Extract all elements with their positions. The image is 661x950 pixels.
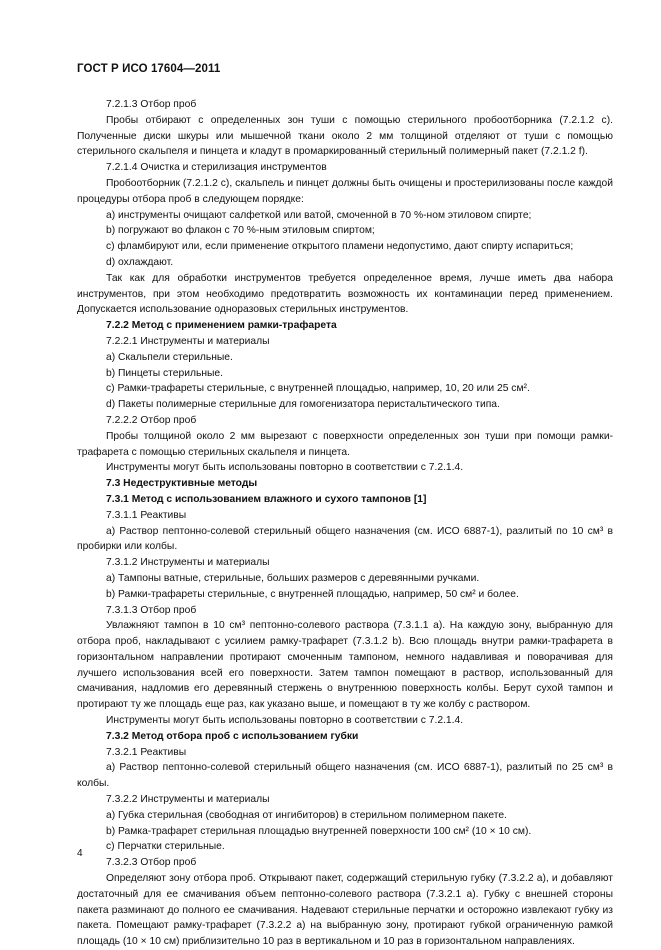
subsection-heading: 7.3.2.3 Отбор проб (106, 857, 197, 869)
body-paragraph: Увлажняют тампон в 10 см³ пептонно-солевого раствора (7.3.1.1 а). На каждую зону, выбранную для отбора проб, накладывают с усилием рамку-трафарет (7.3.1.2 b). Всю площадь внутри рамки-трафарета в горизонтальном направлении протирают смоченным тампоном, немного надавливая и поворачивая для лучшего использования всей его поверхности. Затем тампон помещают в раствор, использованный для смачивания, надломив его деревянный стержень о внутреннюю поверхность колбы. Берут сухой тампон и протирают ту же площадь еще раз, как указано выше, и помещают в ту же колбу с раствором. (77, 620, 613, 711)
page-number: 4 (77, 848, 83, 859)
list-item: d) Пакеты полимерные стерильные для гомогенизатора перистальтического типа. (106, 399, 500, 411)
document-header: ГОСТ Р ИСО 17604—2011 (77, 63, 221, 75)
subsection-heading: 7.2.1.3 Отбор проб (106, 99, 197, 110)
body-paragraph: Определяют зону отбора проб. Открывают пакет, содержащий стерильную губку (7.3.2.2 а), и добавляют достаточный для ее смачивания объем пептонно-солевого раствора (7.3.2.1 а). Губку с внешней стороны пакета разминают до полного ее смачивания. Надевают стерильные перчатки и осторожно извлекают губку из пакета. Помещают рамку-трафарет (7.3.2.2 а) на выбранную зону, протирают губкой ограниченную рамкой площадь (10 × 10 см) приблизительно 10 раз в вертикальном и 10 раз в горизонтальном направлениях. (77, 873, 613, 948)
list-item: b) Рамки-трафареты стерильные, с внутренней площадью, например, 50 см² и более. (106, 588, 519, 600)
subsection-heading: 7.3.1.3 Отбор проб (106, 604, 197, 616)
body-paragraph: Инструменты могут быть использованы повторно в соответствии с 7.2.1.4. (106, 715, 464, 727)
body-paragraph: Инструменты могут быть использованы повторно в соответствии с 7.2.1.4. (106, 462, 464, 474)
subsection-heading: 7.2.2.2 Отбор проб (106, 414, 197, 426)
subsection-heading: 7.3.1.1 Реактивы (106, 509, 187, 521)
section-heading: 7.3.2 Метод отбора проб с использованием губки (106, 730, 359, 742)
section-heading: 7.3.1 Метод с использованием влажного и сухого тампонов [1] (106, 493, 427, 505)
list-item: с) Рамки-трафареты стерильные, с внутренней площадью, например, 10, 20 или 25 см². (106, 383, 530, 395)
list-item: а) Тампоны ватные, стерильные, больших размеров с деревянными ручками. (106, 572, 480, 584)
body-paragraph: Так как для обработки инструментов требуется определенное время, лучше иметь два набора инструментов, при этом необходимо предотвратить возможность их контаминации перед применением. Допускается использование одноразовых стерильных инструментов. (77, 272, 613, 316)
subsection-heading: 7.3.1.2 Инструменты и материалы (106, 557, 270, 569)
section-heading: 7.2.2 Метод с применением рамки-трафарета (106, 320, 337, 332)
subsection-heading: 7.2.1.4 Очистка и стерилизация инструментов (106, 162, 327, 174)
list-item: с) фламбируют или, если применение открытого пламени недопустимо, дают спирту испариться; (106, 241, 574, 253)
body-paragraph: Пробоотборник (7.2.1.2 с), скальпель и пинцет должны быть очищены и простерилизованы после каждой процедуры отбора проб в следующем порядке: (77, 177, 613, 205)
list-item: b) погружают во флакон с 70 %-ным этиловым спиртом; (106, 225, 375, 237)
list-item: а) Губка стерильная (свободная от ингибиторов) в стерильном полимерном пакете. (106, 809, 507, 821)
list-item: а) инструменты очищают салфеткой или ватой, смоченной в 70 %-ном этиловом спирте; (106, 209, 532, 221)
body-paragraph: Пробы толщиной около 2 мм вырезают с поверхности определенных зон туши при помощи рамки-трафарета с помощью стерильных скальпеля и пинцета. (77, 430, 613, 458)
document-body (77, 97, 613, 950)
body-paragraph: Пробы отбирают с определенных зон туши с помощью стерильного пробоотборника (7.2.1.2 с). Полученные диски шкуры или мышечной ткани около 2 мм толщиной отделяют от туши с помощью стерильного скальпеля и пинцета и кладут в промаркированный стерильный полимерный пакет (7.2.1.2 f). (77, 114, 613, 158)
list-item: с) Перчатки стерильные. (106, 841, 225, 853)
list-item: а) Раствор пептонно-солевой стерильный общего назначения (см. ИСО 6887-1), разлитый по 25 см³ в колбы. (77, 762, 613, 790)
list-item: а) Раствор пептонно-солевой стерильный общего назначения (см. ИСО 6887-1), разлитый по 10 см³ в пробирки или колбы. (77, 525, 613, 553)
list-item: d) охлаждают. (106, 256, 174, 268)
subsection-heading: 7.3.2.2 Инструменты и материалы (106, 794, 270, 806)
section-heading: 7.3 Недеструктивные методы (106, 478, 258, 490)
list-item: а) Скальпели стерильные. (106, 351, 233, 363)
list-item: b) Пинцеты стерильные. (106, 367, 224, 379)
subsection-heading: 7.2.2.1 Инструменты и материалы (106, 335, 270, 347)
subsection-heading: 7.3.2.1 Реактивы (106, 746, 187, 758)
list-item: b) Рамка-трафарет стерильная площадью внутренней поверхности 100 см² (10 × 10 см). (106, 825, 532, 837)
